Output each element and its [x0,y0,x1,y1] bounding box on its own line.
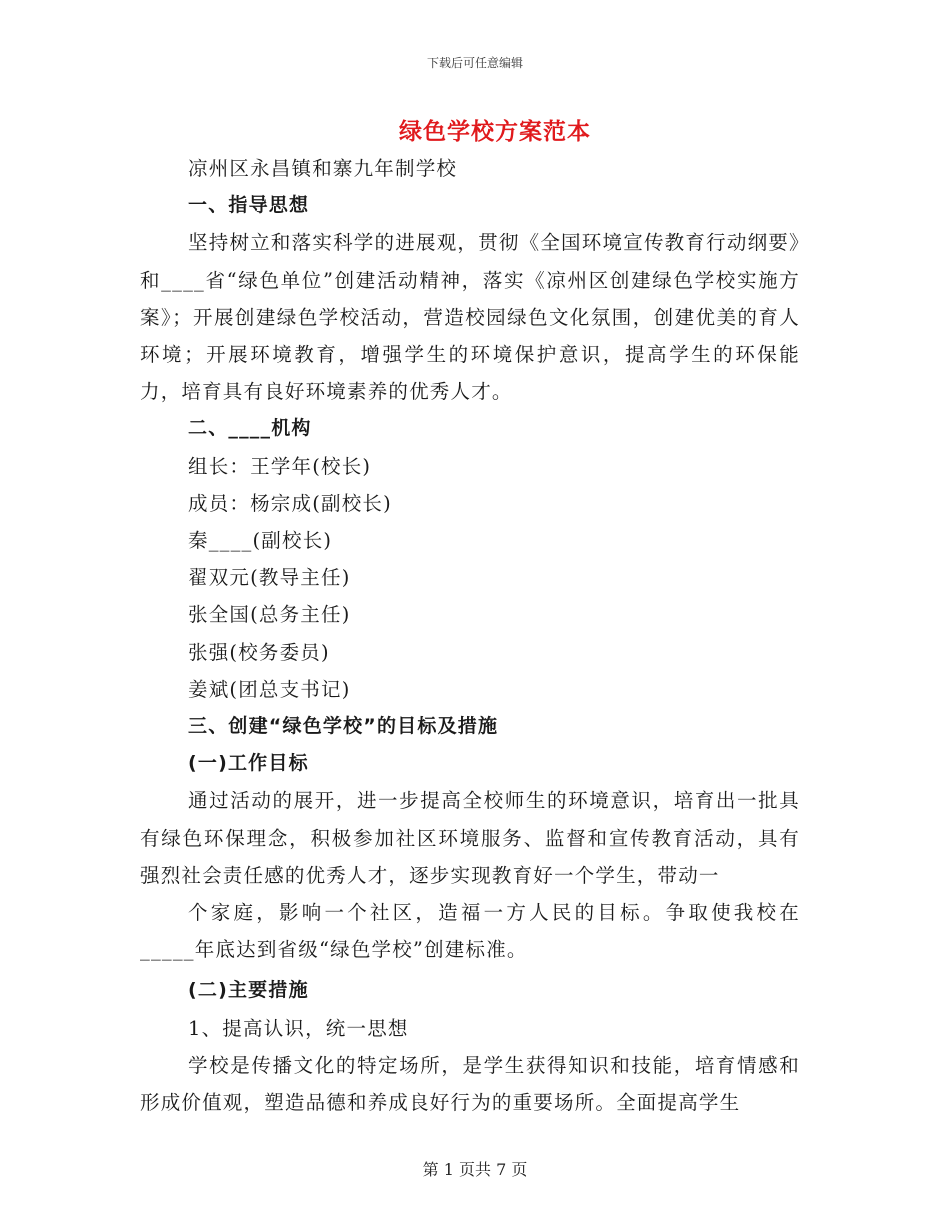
member-line: 张强(校务委员) [188,640,330,664]
page-number: 第 1 页共 7 页 [422,1160,528,1179]
document-title: 绿色学校方案范本 [399,119,591,145]
header-note: 下载后可任意编辑 [426,56,523,70]
paragraph-guiding-thought: 坚持树立和落实科学的进展观，贯彻《全国环境宣传教育行动纲要》和____省“绿色单位”创建活动精神，落实《凉州区创建绿色学校实施方案》；开展创建绿色学校活动，营造校园绿色文化氛围，创建优美的育人环境；开展环境教育，增强学生的环境保护意识，提高学生的环保能力，培育具有良好环境素养的优秀人才。 [140,231,800,404]
member-line: 组长：王学年(校长) [188,454,372,478]
item-heading-raise-awareness: 1、提高认识，统一思想 [188,1016,409,1040]
subsection-heading-work-goals: (一)工作目标 [188,752,309,775]
member-line: 姜斌(团总支书记) [188,677,351,701]
member-line: 秦____(副校长) [188,529,333,553]
subsection-heading-main-measures: (二)主要措施 [188,979,309,1002]
section-heading-organization: 二、____机构 [188,417,312,440]
paragraph-work-goals: 通过活动的展开，进一步提高全校师生的环境意识，培育出一批具有绿色环保理念，积极参加社区环境服务、监督和宣传教育活动，具有强烈社会责任感的优秀人才，逐步实现教育好一个学生，带动一 [140,789,800,887]
section-heading-guiding-thought: 一、指导思想 [188,194,310,217]
school-name: 凉州区永昌镇和寨九年制学校 [188,157,458,180]
member-line: 张全国(总务主任) [188,603,351,627]
document-body [140,150,800,1121]
paragraph-raise-awareness: 学校是传播文化的特定场所，是学生获得知识和技能，培育情感和形成价值观，塑造品德和养成良好行为的重要场所。全面提高学生 [140,1053,800,1115]
member-line: 成员：杨宗成(副校长) [188,491,392,515]
paragraph-work-goals-continued: 个家庭，影响一个社区，造福一方人民的目标。争取使我校在_____年底达到省级“绿色学校”创建标准。 [140,901,800,962]
section-heading-goals-measures: 三、创建“绿色学校”的目标及措施 [188,715,499,738]
member-line: 翟双元(教导主任) [188,566,351,590]
